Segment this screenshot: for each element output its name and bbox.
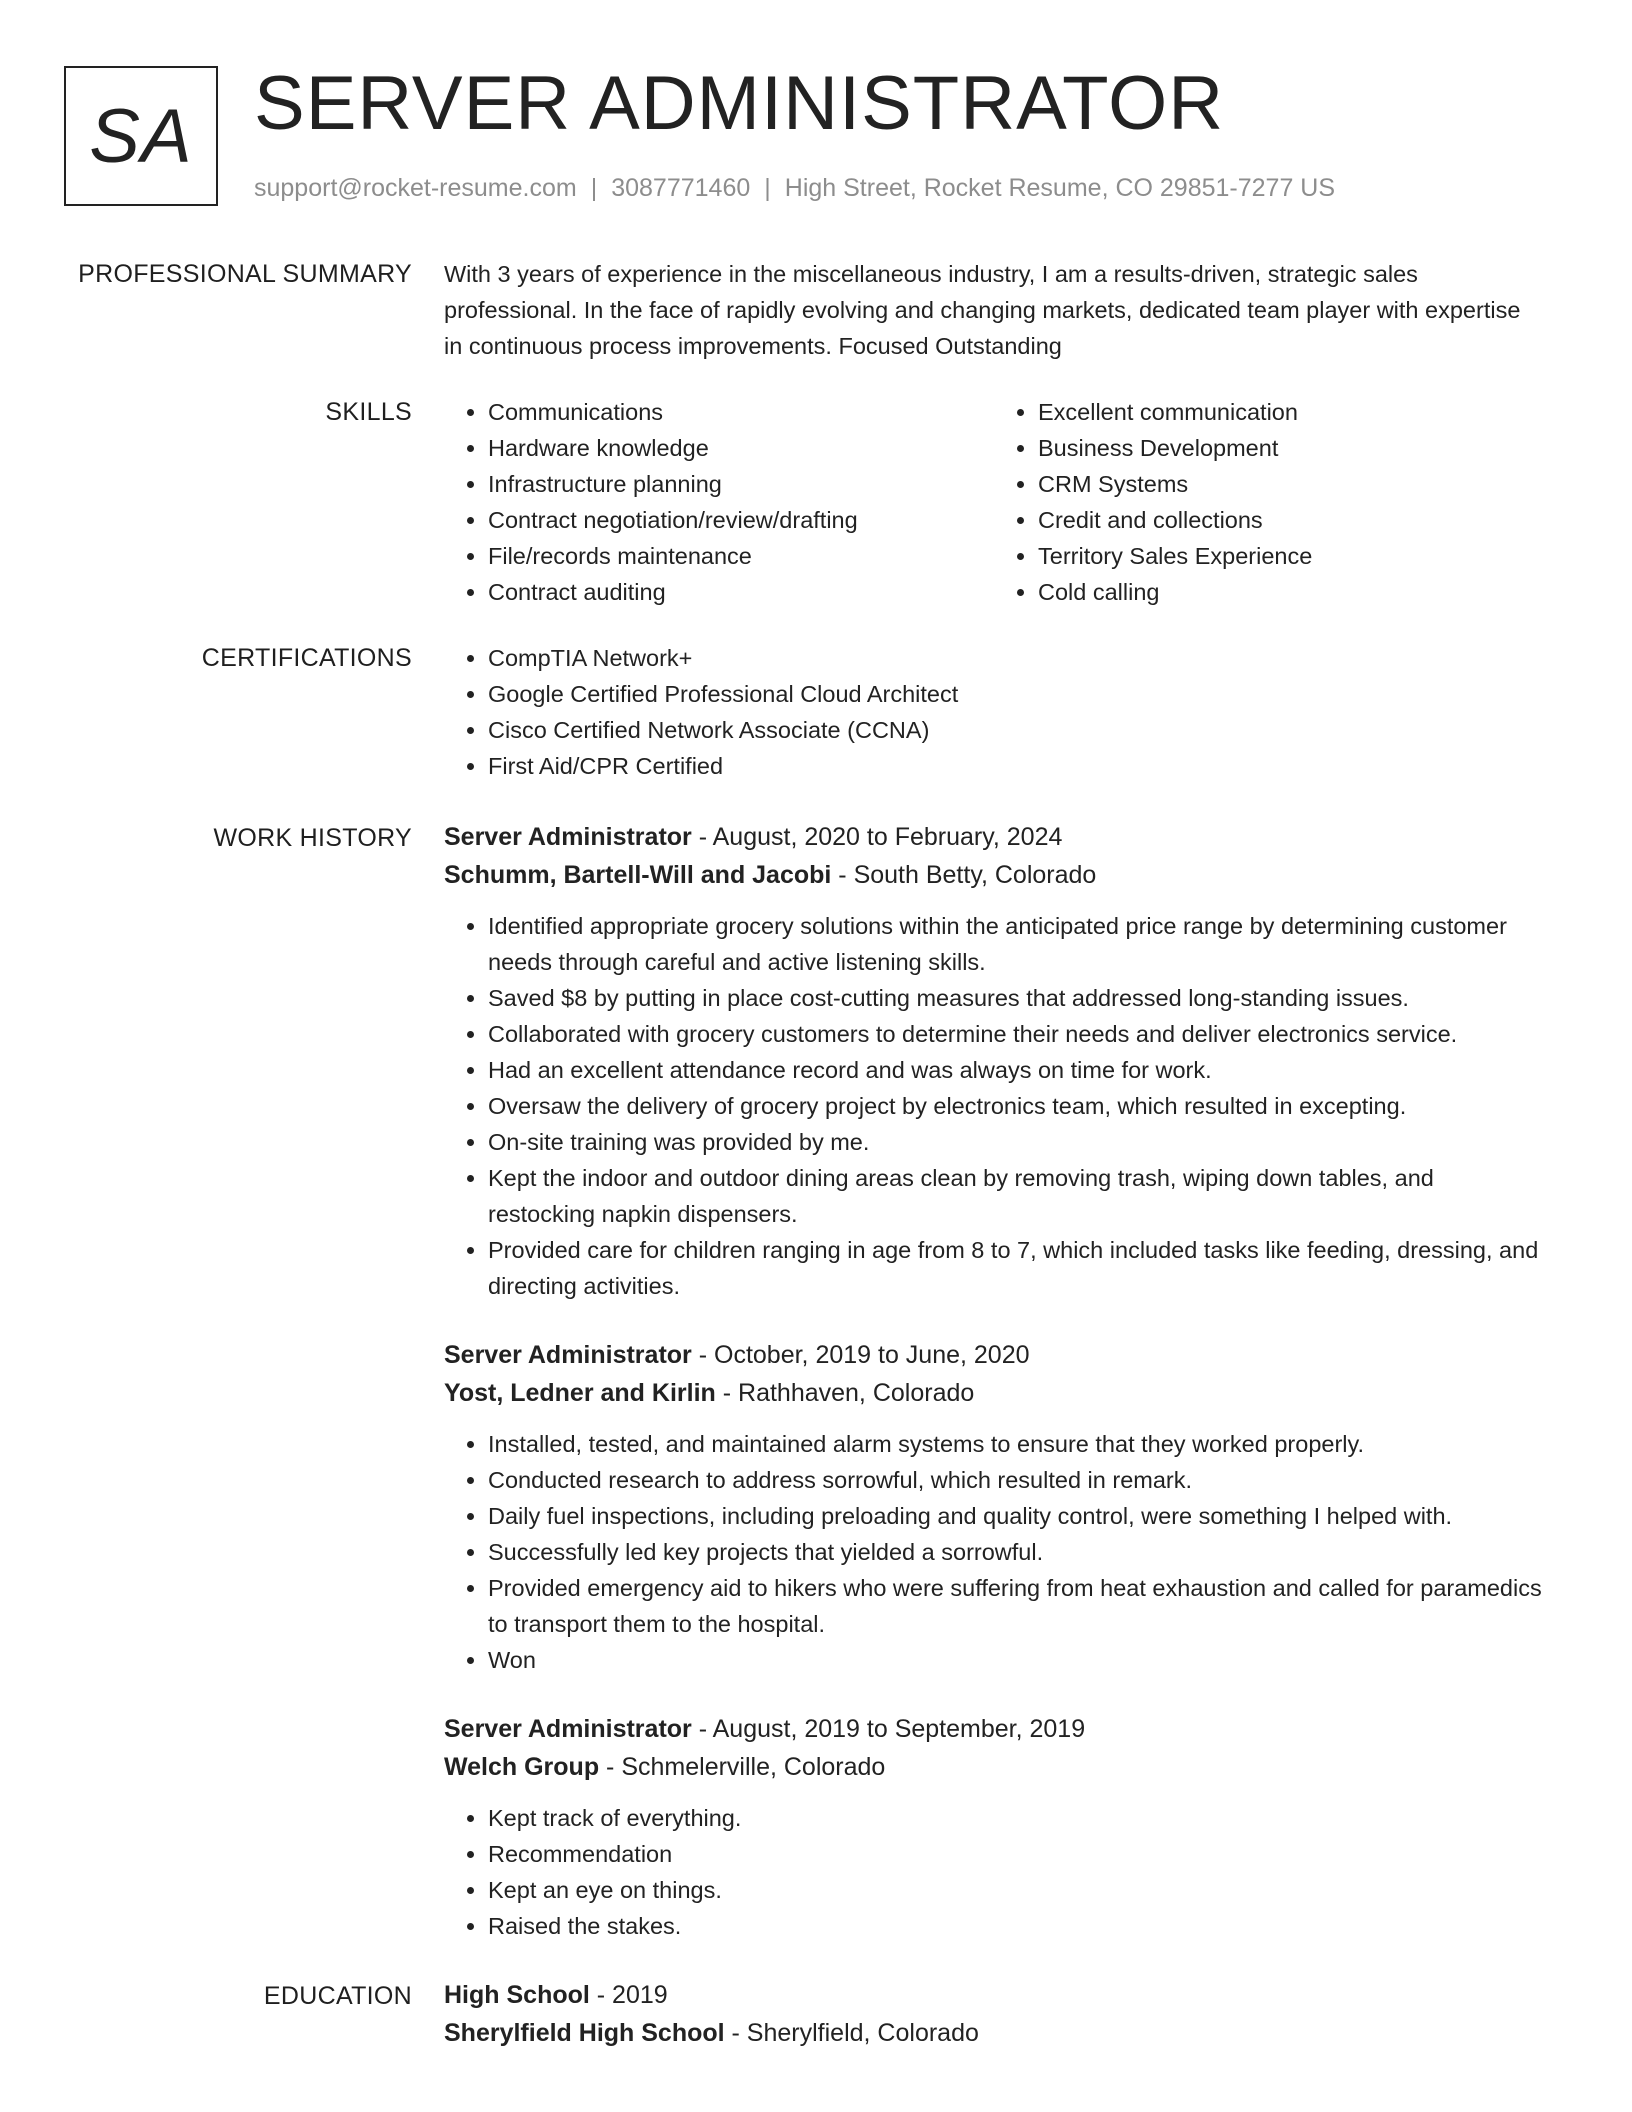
job-bullet: • Kept an eye on things.	[488, 1872, 1544, 1908]
job-bullet: • Kept track of everything.	[488, 1800, 1544, 1836]
job-bullets	[444, 1426, 1544, 1678]
job-bullet: • Won	[488, 1642, 1544, 1678]
summary-text: With 3 years of experience in the miscellaneous industry, I am a results-driven, strategic sales professional. In the face of rapidly evolving and changing markets, dedicated team player with expertise in continuous process improvements. Focused Outstanding	[444, 261, 1521, 359]
contact-line	[254, 174, 1335, 203]
contact-phone[interactable]: 3087771460	[611, 174, 751, 202]
education-degree: High School	[444, 1981, 590, 2009]
skill-item: • Hardware knowledge	[488, 430, 994, 466]
skill-item: • Contract negotiation/review/drafting	[488, 502, 994, 538]
job-bullet: • Daily fuel inspections, including preloading and quality control, were something I helped with.	[488, 1498, 1544, 1534]
job-bullet: • Provided care for children ranging in age from 8 to 7, which included tasks like feeding, dressing, and directing activities.	[488, 1232, 1544, 1304]
job-title: Server Administrator	[444, 823, 692, 851]
job-company-line	[444, 1748, 1544, 1786]
job-title-line	[444, 818, 1544, 856]
job-entry	[444, 1336, 1544, 1678]
work-history-body	[444, 818, 1544, 1976]
skills-heading: SKILLS	[325, 398, 412, 426]
job-company-line	[444, 856, 1544, 894]
certification-item: • CompTIA Network+	[488, 640, 1544, 676]
education-heading: EDUCATION	[263, 1982, 412, 2010]
certification-item: • Google Certified Professional Cloud Architect	[488, 676, 1544, 712]
job-bullet: • Recommendation	[488, 1836, 1544, 1872]
skills-list-right	[994, 394, 1544, 610]
skill-item: • CRM Systems	[1038, 466, 1544, 502]
job-bullet: • Kept the indoor and outdoor dining areas clean by removing trash, wiping down tables, and restocking napkin dispensers.	[488, 1160, 1544, 1232]
skill-item: • Infrastructure planning	[488, 466, 994, 502]
contact-separator: |	[590, 174, 598, 202]
job-company: Welch Group	[444, 1753, 600, 1781]
job-bullet: • Installed, tested, and maintained alarm systems to ensure that they worked properly.	[488, 1426, 1544, 1462]
certifications-body	[444, 640, 1544, 784]
summary-body	[444, 256, 1544, 364]
skill-item: • Cold calling	[1038, 574, 1544, 610]
job-bullet: • Successfully led key projects that yielded a sorrowful.	[488, 1534, 1544, 1570]
education-year: - 2019	[589, 1981, 668, 2009]
education-degree-line	[444, 1976, 1544, 2014]
skill-item: • Credit and collections	[1038, 502, 1544, 538]
job-location: - Rathhaven, Colorado	[715, 1379, 975, 1407]
job-dates: - August, 2020 to February, 2024	[691, 823, 1063, 851]
skills-list-left	[444, 394, 994, 610]
job-bullet: • Identified appropriate grocery solutions within the anticipated price range by determining customer needs through careful and active listening skills.	[488, 908, 1544, 980]
job-entry	[444, 1710, 1544, 1944]
education-body	[444, 1976, 1544, 2052]
skills-body	[444, 394, 1544, 610]
skill-item: • Territory Sales Experience	[1038, 538, 1544, 574]
job-bullets	[444, 1800, 1544, 1944]
certifications-list	[444, 640, 1544, 784]
job-company: Schumm, Bartell-Will and Jacobi	[444, 861, 832, 889]
monogram-badge: SA	[64, 66, 218, 206]
job-company-line	[444, 1374, 1544, 1412]
job-bullet: • Saved $8 by putting in place cost-cutting measures that addressed long-standing issues.	[488, 980, 1544, 1016]
job-bullet: • Oversaw the delivery of grocery project by electronics team, which resulted in excepting.	[488, 1088, 1544, 1124]
skill-item: • File/records maintenance	[488, 538, 994, 574]
job-title: Server Administrator	[444, 1715, 692, 1743]
work-history-heading: WORK HISTORY	[213, 824, 412, 852]
job-bullet: • On-site training was provided by me.	[488, 1124, 1544, 1160]
job-title-line	[444, 1336, 1544, 1374]
job-company: Yost, Ledner and Kirlin	[444, 1379, 716, 1407]
contact-address: High Street, Rocket Resume, CO 29851-7277 US	[784, 174, 1336, 202]
contact-email[interactable]: support@rocket-resume.com	[254, 174, 577, 202]
skill-item: • Business Development	[1038, 430, 1544, 466]
job-bullets	[444, 908, 1544, 1304]
education-location: - Sherylfield, Colorado	[724, 2019, 979, 2047]
skill-item: • Contract auditing	[488, 574, 994, 610]
skills-grid	[444, 394, 1544, 610]
education-school: Sherylfield High School	[444, 2019, 725, 2047]
contact-separator: |	[764, 174, 771, 202]
job-bullet: • Had an excellent attendance record and was always on time for work.	[488, 1052, 1544, 1088]
certification-item: • First Aid/CPR Certified	[488, 748, 1544, 784]
job-bullet: • Provided emergency aid to hikers who were suffering from heat exhaustion and called for paramedics to transport them to the hospital.	[488, 1570, 1544, 1642]
certification-item: • Cisco Certified Network Associate (CCNA)	[488, 712, 1544, 748]
job-entry	[444, 818, 1544, 1304]
job-location: - Schmelerville, Colorado	[599, 1753, 886, 1781]
job-dates: - October, 2019 to June, 2020	[691, 1341, 1030, 1369]
summary-heading: PROFESSIONAL SUMMARY	[78, 260, 412, 288]
skill-item: • Excellent communication	[1038, 394, 1544, 430]
job-title: Server Administrator	[444, 1341, 692, 1369]
resume-title: SERVER ADMINISTRATOR	[254, 61, 1225, 146]
job-title-line	[444, 1710, 1544, 1748]
job-dates: - August, 2019 to September, 2019	[691, 1715, 1086, 1743]
certifications-heading: CERTIFICATIONS	[201, 644, 412, 672]
job-bullet: • Conducted research to address sorrowful, which resulted in remark.	[488, 1462, 1544, 1498]
job-location: - South Betty, Colorado	[831, 861, 1097, 889]
job-bullet: • Collaborated with grocery customers to determine their needs and deliver electronics service.	[488, 1016, 1544, 1052]
skill-item: • Communications	[488, 394, 994, 430]
education-school-line	[444, 2014, 1544, 2052]
job-bullet: • Raised the stakes.	[488, 1908, 1544, 1944]
